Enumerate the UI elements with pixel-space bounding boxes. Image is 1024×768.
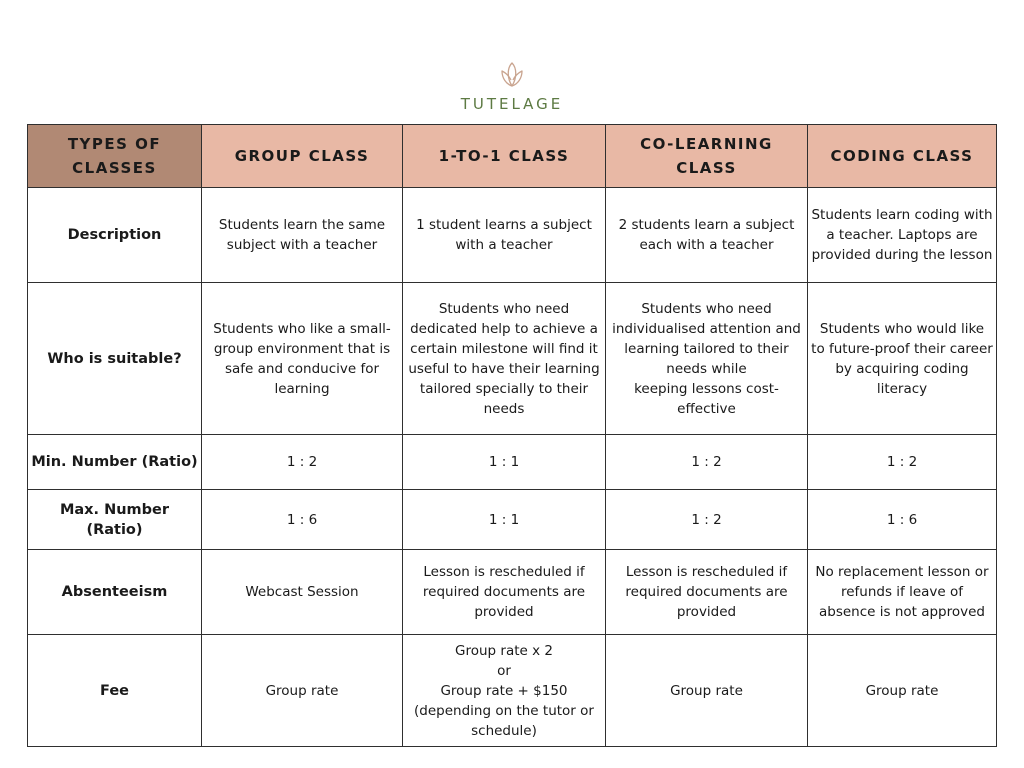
brand-name: TUTELAGE — [460, 95, 564, 113]
row-label: Max. Number (Ratio) — [28, 490, 202, 550]
row-label: Who is suitable? — [28, 283, 202, 435]
table-row-min-number — [28, 435, 997, 490]
table-cell: 1 : 6 — [808, 490, 997, 550]
table-cell: Group rate — [202, 635, 403, 747]
table-row-description — [28, 188, 997, 283]
table-cell: 1 : 1 — [403, 490, 606, 550]
row-label: Fee — [28, 635, 202, 747]
table-cell: 1 : 2 — [606, 435, 808, 490]
column-header-group-class: GROUP CLASS — [202, 125, 403, 188]
table-cell: 1 : 2 — [202, 435, 403, 490]
table-cell: Students learn the same subject with a teacher — [202, 188, 403, 283]
row-label: Min. Number (Ratio) — [28, 435, 202, 490]
table-cell: Students learn coding with a teacher. Laptops are provided during the lesson — [808, 188, 997, 283]
column-header-coding-class: CODING CLASS — [808, 125, 997, 188]
table-cell: 1 student learns a subject with a teacher — [403, 188, 606, 283]
table-cell: Webcast Session — [202, 550, 403, 635]
table-cell: Students who like a small-group environment that is safe and conducive for learning — [202, 283, 403, 435]
table-cell: 2 students learn a subject each with a teacher — [606, 188, 808, 283]
table-cell: 1 : 6 — [202, 490, 403, 550]
corner-header: TYPES OF CLASSES — [28, 125, 202, 188]
table-row-who-is-suitable — [28, 283, 997, 435]
table-row-fee — [28, 635, 997, 747]
table-cell: Students who would like to future-proof their career by acquiring coding literacy — [808, 283, 997, 435]
table-cell: Group rate — [606, 635, 808, 747]
brand-logo — [0, 58, 1024, 113]
table-cell: Lesson is rescheduled if required documents are provided — [606, 550, 808, 635]
class-types-table — [27, 124, 997, 747]
table-cell: 1 : 2 — [808, 435, 997, 490]
row-label: Description — [28, 188, 202, 283]
table-cell: Group rate x 2 or Group rate + $150 (depending on the tutor or schedule) — [403, 635, 606, 747]
column-header-1-to-1-class: 1-TO-1 CLASS — [403, 125, 606, 188]
table-row-absenteeism — [28, 550, 997, 635]
column-header-co-learning-class: CO-LEARNING CLASS — [606, 125, 808, 188]
table-cell: 1 : 2 — [606, 490, 808, 550]
table-cell: Students who need individualised attention and learning tailored to their needs while keeping lessons cost-effective — [606, 283, 808, 435]
table-cell: Students who need dedicated help to achieve a certain milestone will find it useful to have their learning tailored specially to their needs — [403, 283, 606, 435]
lotus-logo-icon — [495, 58, 529, 92]
row-label: Absenteeism — [28, 550, 202, 635]
table-cell: 1 : 1 — [403, 435, 606, 490]
table-cell: Lesson is rescheduled if required documents are provided — [403, 550, 606, 635]
table-cell: Group rate — [808, 635, 997, 747]
header-row — [28, 125, 997, 188]
table-row-max-number — [28, 490, 997, 550]
table-cell: No replacement lesson or refunds if leave of absence is not approved — [808, 550, 997, 635]
